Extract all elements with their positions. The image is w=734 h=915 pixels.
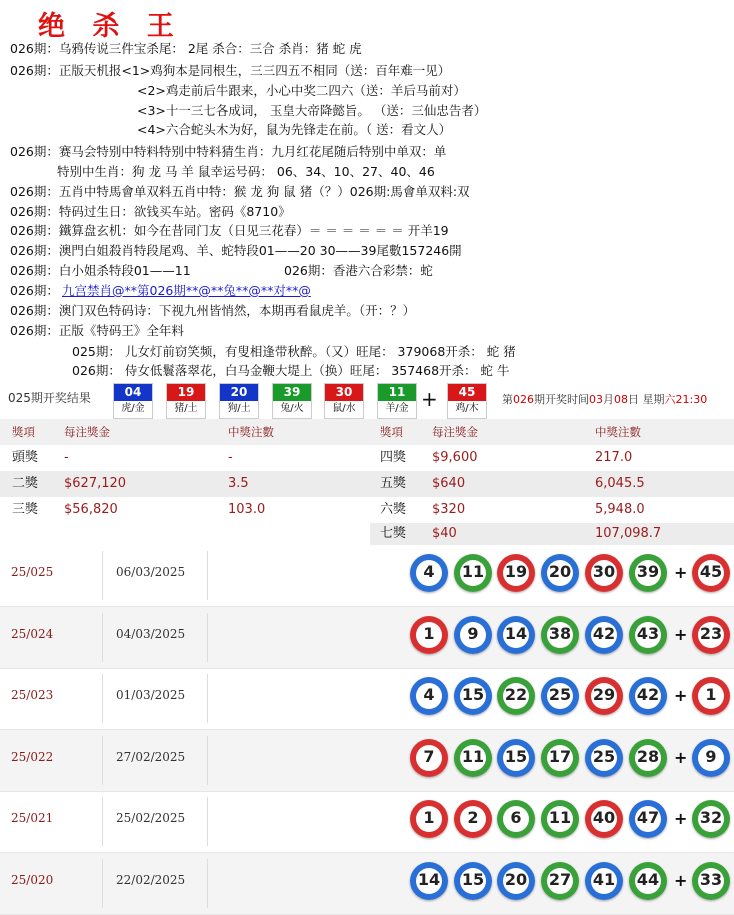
ball-number: 9 [467,623,479,643]
prize-amount: $40 [432,526,457,541]
lottery-ball [497,616,535,654]
ball-number: 25 [592,746,616,766]
lottery-ball [585,800,623,838]
prize-amount: $9,600 [432,450,478,465]
text-line: 026期：鐵算盘玄机：如今在昔同门友（日见三花春）＝ ＝ ＝ ＝ ＝ ＝ 开羊19 [10,223,449,238]
prize-count: 103.0 [228,502,266,517]
draw-ball [113,383,153,419]
lottery-ball [454,554,492,592]
lottery-ball [629,677,667,715]
column-divider [102,613,103,662]
history-date: 25/02/2025 [116,811,186,825]
history-row [0,545,734,607]
text-line: 026期：澳門白姐殺肖特段尾鸡、羊、蛇特段01——20 30——39尾數157246開 [10,243,462,258]
draw-ball-number: 04 [114,384,152,401]
lottery-ball [541,800,579,838]
lottery-ball [629,616,667,654]
lottery-ball [454,616,492,654]
lottery-ball [541,677,579,715]
history-date: 01/03/2025 [116,688,186,702]
text-line: <4>六合蛇头木为好，鼠为先锋走在前。（ 送：看文人） [137,122,452,137]
prize-count: 3.5 [228,476,249,491]
lottery-ball [629,739,667,777]
draw-ball-number: 19 [167,384,205,401]
text-line: 026期：香港六合彩禁：蛇 [284,263,433,278]
lottery-ball [497,739,535,777]
column-divider [207,859,208,908]
draw-ball [219,383,259,419]
column-divider [102,859,103,908]
prize-row [370,523,734,545]
ball-number: 11 [548,808,572,827]
next-week: 星期 [642,393,665,406]
next-month: 03 [589,393,603,406]
ball-number: 20 [504,869,528,889]
prediction-link[interactable]: 九宫禁肖@**第026期**@**兔**@**对**@ [62,283,311,298]
draw-ball [166,383,206,419]
text-line: 026期：赛马会特别中特料特别中特料猜生肖：九月红花尾随后特别中单双：单 [10,144,447,159]
prize-count: 6,045.5 [595,476,645,491]
column-divider [102,674,103,723]
prize-row [370,445,734,471]
prize-header: 中獎注數 [595,425,641,439]
text-line: 025期： 儿女灯前窃笑频，有叟相逢带秋醉。（又）旺尾： 379068开杀： 蛇 猪 [72,344,516,359]
prize-amount: - [64,450,69,465]
ball-number: 11 [461,562,485,581]
lottery-ball [410,554,448,592]
prize-amount: $56,820 [64,502,118,517]
ball-number: 41 [592,869,616,889]
draw-ball-zodiac: 兔/火 [280,403,304,414]
lottery-ball [497,800,535,838]
prize-amount: $627,120 [64,476,127,491]
draw-ball-number: 30 [325,384,363,401]
history-period: 25/024 [11,626,54,641]
text-line: <2>鸡走前后牛跟来，小心中奖二四六（送：羊后马前对） [137,83,466,98]
special-ball [692,677,730,715]
column-divider [207,551,208,600]
text-line: 026期：澳门双色特码诗：下视九州皆悄然，本期再看鼠虎羊。（开：？） [10,303,416,318]
draw-result-bar [0,383,734,419]
ball-number: 11 [461,746,485,766]
plus-sign: + [421,387,438,411]
history-row [0,730,734,792]
ball-number: 2 [467,808,479,827]
ball-number: 4 [423,562,435,581]
prize-header: 中獎注數 [228,425,274,439]
ball-number: 43 [636,623,660,643]
special-ball [692,616,730,654]
ball-number: 15 [504,746,528,766]
text-line: 026期：正版天机报<1>鸡狗本是同根生，三三四五不相同（送：百年难一见） [10,63,451,78]
ball-number: 28 [636,746,660,766]
lottery-ball [410,677,448,715]
lottery-ball [454,800,492,838]
history-date: 27/02/2025 [116,749,186,764]
draw-ball-number: 11 [378,384,416,401]
column-divider [207,674,208,723]
column-divider [102,736,103,785]
prize-header: 每注獎金 [432,425,478,439]
ball-number: 9 [705,746,717,766]
prize-count: 217.0 [595,450,633,465]
text-line: 026期： [10,283,59,298]
column-divider [207,736,208,785]
lottery-ball [585,616,623,654]
prize-name: 頭獎 [12,450,39,465]
prize-name: 七獎 [380,526,407,541]
history-row [0,668,734,730]
special-ball [692,862,730,900]
next-time: 21:30 [675,393,708,406]
prize-name: 五獎 [380,476,407,491]
ball-number: 23 [699,623,723,643]
prize-amount: $640 [432,476,466,491]
plus-sign: + [674,624,688,644]
lottery-ball [497,677,535,715]
ball-number: 32 [699,808,723,827]
prize-header: 獎項 [380,425,403,439]
plus-sign: + [674,870,688,890]
ball-number: 1 [705,685,717,704]
prize-header: 獎項 [12,425,35,439]
history-date: 22/02/2025 [116,872,186,887]
prize-header: 每注獎金 [64,425,110,439]
plus-sign: + [674,809,688,828]
ball-number: 14 [504,623,528,643]
column-divider [207,613,208,662]
prize-count: 5,948.0 [595,502,645,517]
history-results [0,545,734,899]
prize-row [0,445,370,471]
text-line: 026期：白小姐杀特段01——11 [10,263,191,278]
draw-ball [272,383,312,419]
ball-number: 22 [504,685,528,704]
text-line: 026期：乌鸦传说三件宝杀尾： 2尾 杀合：三合 杀肖：猪 蛇 虎 [10,41,362,56]
text-line: 026期：特码过生日：欲钱买车站。密码《8710》 [10,204,291,219]
prize-row [0,497,370,523]
draw-label: 025期开奖结果 [8,391,91,405]
ball-number: 45 [699,562,723,581]
prize-row [370,497,734,523]
lottery-ball [454,862,492,900]
ball-number: 42 [636,685,660,704]
ball-number: 4 [423,685,435,704]
lottery-ball [541,739,579,777]
history-row [0,607,734,669]
next-d: 日 [628,393,639,406]
lottery-ball [410,739,448,777]
draw-ball [377,383,417,419]
ball-number: 1 [423,808,435,827]
ball-number: 27 [548,869,572,889]
next-m: 月 [603,393,614,406]
draw-ball-zodiac: 鸡/木 [455,403,479,414]
lottery-ball [585,554,623,592]
draw-special-ball [447,383,487,419]
lottery-ball [454,739,492,777]
next-mid: 期开奖时间 [534,393,589,406]
text-line: 026期：正版《特码王》全年料 [10,323,184,338]
lottery-ball [541,554,579,592]
history-row [0,791,734,853]
ball-number: 47 [636,808,660,827]
lottery-ball [410,800,448,838]
draw-ball-zodiac: 鼠/水 [332,403,356,414]
special-ball [692,800,730,838]
ball-number: 39 [636,562,660,581]
draw-ball [324,383,364,419]
prize-name: 四獎 [380,450,407,465]
ball-number: 25 [548,685,572,704]
ball-number: 15 [461,869,485,889]
next-draw-info [502,391,707,407]
text-line: 026期：五肖中特馬會单双料五肖中特：猴 龙 狗 鼠 猪（？）026期:馬會单双料:双 [10,184,470,199]
history-period: 25/020 [11,872,54,887]
lottery-ball [585,862,623,900]
ball-number: 44 [636,869,660,889]
ball-number: 20 [548,562,572,581]
draw-ball-number: 20 [220,384,258,401]
history-period: 25/021 [11,811,54,825]
history-period: 25/025 [11,565,54,579]
column-divider [102,797,103,846]
plus-sign: + [674,563,688,582]
text-line: 026期： 侍女低鬟落翠花，白马金鞭大堤上（换）旺尾： 357468开杀： 蛇 牛 [72,363,510,378]
ball-number: 15 [461,685,485,704]
draw-ball-zodiac: 狗/土 [227,403,251,414]
ball-number: 14 [417,869,441,889]
next-day: 08 [614,393,628,406]
next-prefix: 第 [502,393,513,406]
prize-row [0,471,370,497]
ball-number: 7 [423,746,435,766]
draw-ball-number: 39 [273,384,311,401]
lottery-ball [585,739,623,777]
column-divider [207,797,208,846]
lottery-ball [497,862,535,900]
lottery-ball [629,554,667,592]
ball-number: 38 [548,623,572,643]
ball-number: 1 [423,623,435,643]
prize-name: 六獎 [380,502,407,517]
draw-ball-zodiac: 虎/金 [121,403,145,414]
history-period: 25/022 [11,749,54,764]
lottery-ball [629,862,667,900]
text-line: 特别中生肖：狗 龙 马 羊 鼠幸运号码： 06、34、10、27、40、46 [57,164,435,179]
lottery-ball [585,677,623,715]
lottery-ball [497,554,535,592]
ball-number: 42 [592,623,616,643]
history-period: 25/023 [11,688,54,702]
ball-number: 30 [592,562,616,581]
prize-name: 二獎 [12,476,39,491]
text-line: <3>十一三七各成词， 玉皇大帝降懿旨。 （送：三仙忠告者） [137,103,487,118]
prize-count: - [228,450,233,465]
lottery-ball [629,800,667,838]
draw-ball-zodiac: 羊/金 [385,403,409,414]
draw-ball-number: 45 [448,384,486,401]
ball-number: 19 [504,562,528,581]
history-date: 06/03/2025 [116,565,186,579]
next-weekday: 六 [664,393,676,406]
lottery-ball [410,616,448,654]
ball-number: 6 [510,808,522,827]
lottery-ball [541,616,579,654]
lottery-ball [541,862,579,900]
page-title: 绝 杀 王 [38,11,183,42]
plus-sign: + [674,747,688,767]
ball-number: 33 [699,869,723,889]
lottery-ball [454,677,492,715]
prize-amount: $320 [432,502,466,517]
next-period: 026 [513,393,534,406]
ball-number: 40 [592,808,616,827]
prize-table [0,419,734,545]
history-row [0,853,734,915]
special-ball [692,739,730,777]
plus-sign: + [674,686,688,705]
history-date: 04/03/2025 [116,626,186,641]
ball-number: 17 [548,746,572,766]
ball-number: 29 [592,685,616,704]
lottery-ball [410,862,448,900]
prediction-panel [0,0,734,385]
column-divider [102,551,103,600]
prize-count: 107,098.7 [595,526,662,541]
special-ball [692,554,730,592]
prize-row [370,471,734,497]
draw-ball-zodiac: 猪/土 [174,403,198,414]
prize-name: 三獎 [12,502,39,517]
